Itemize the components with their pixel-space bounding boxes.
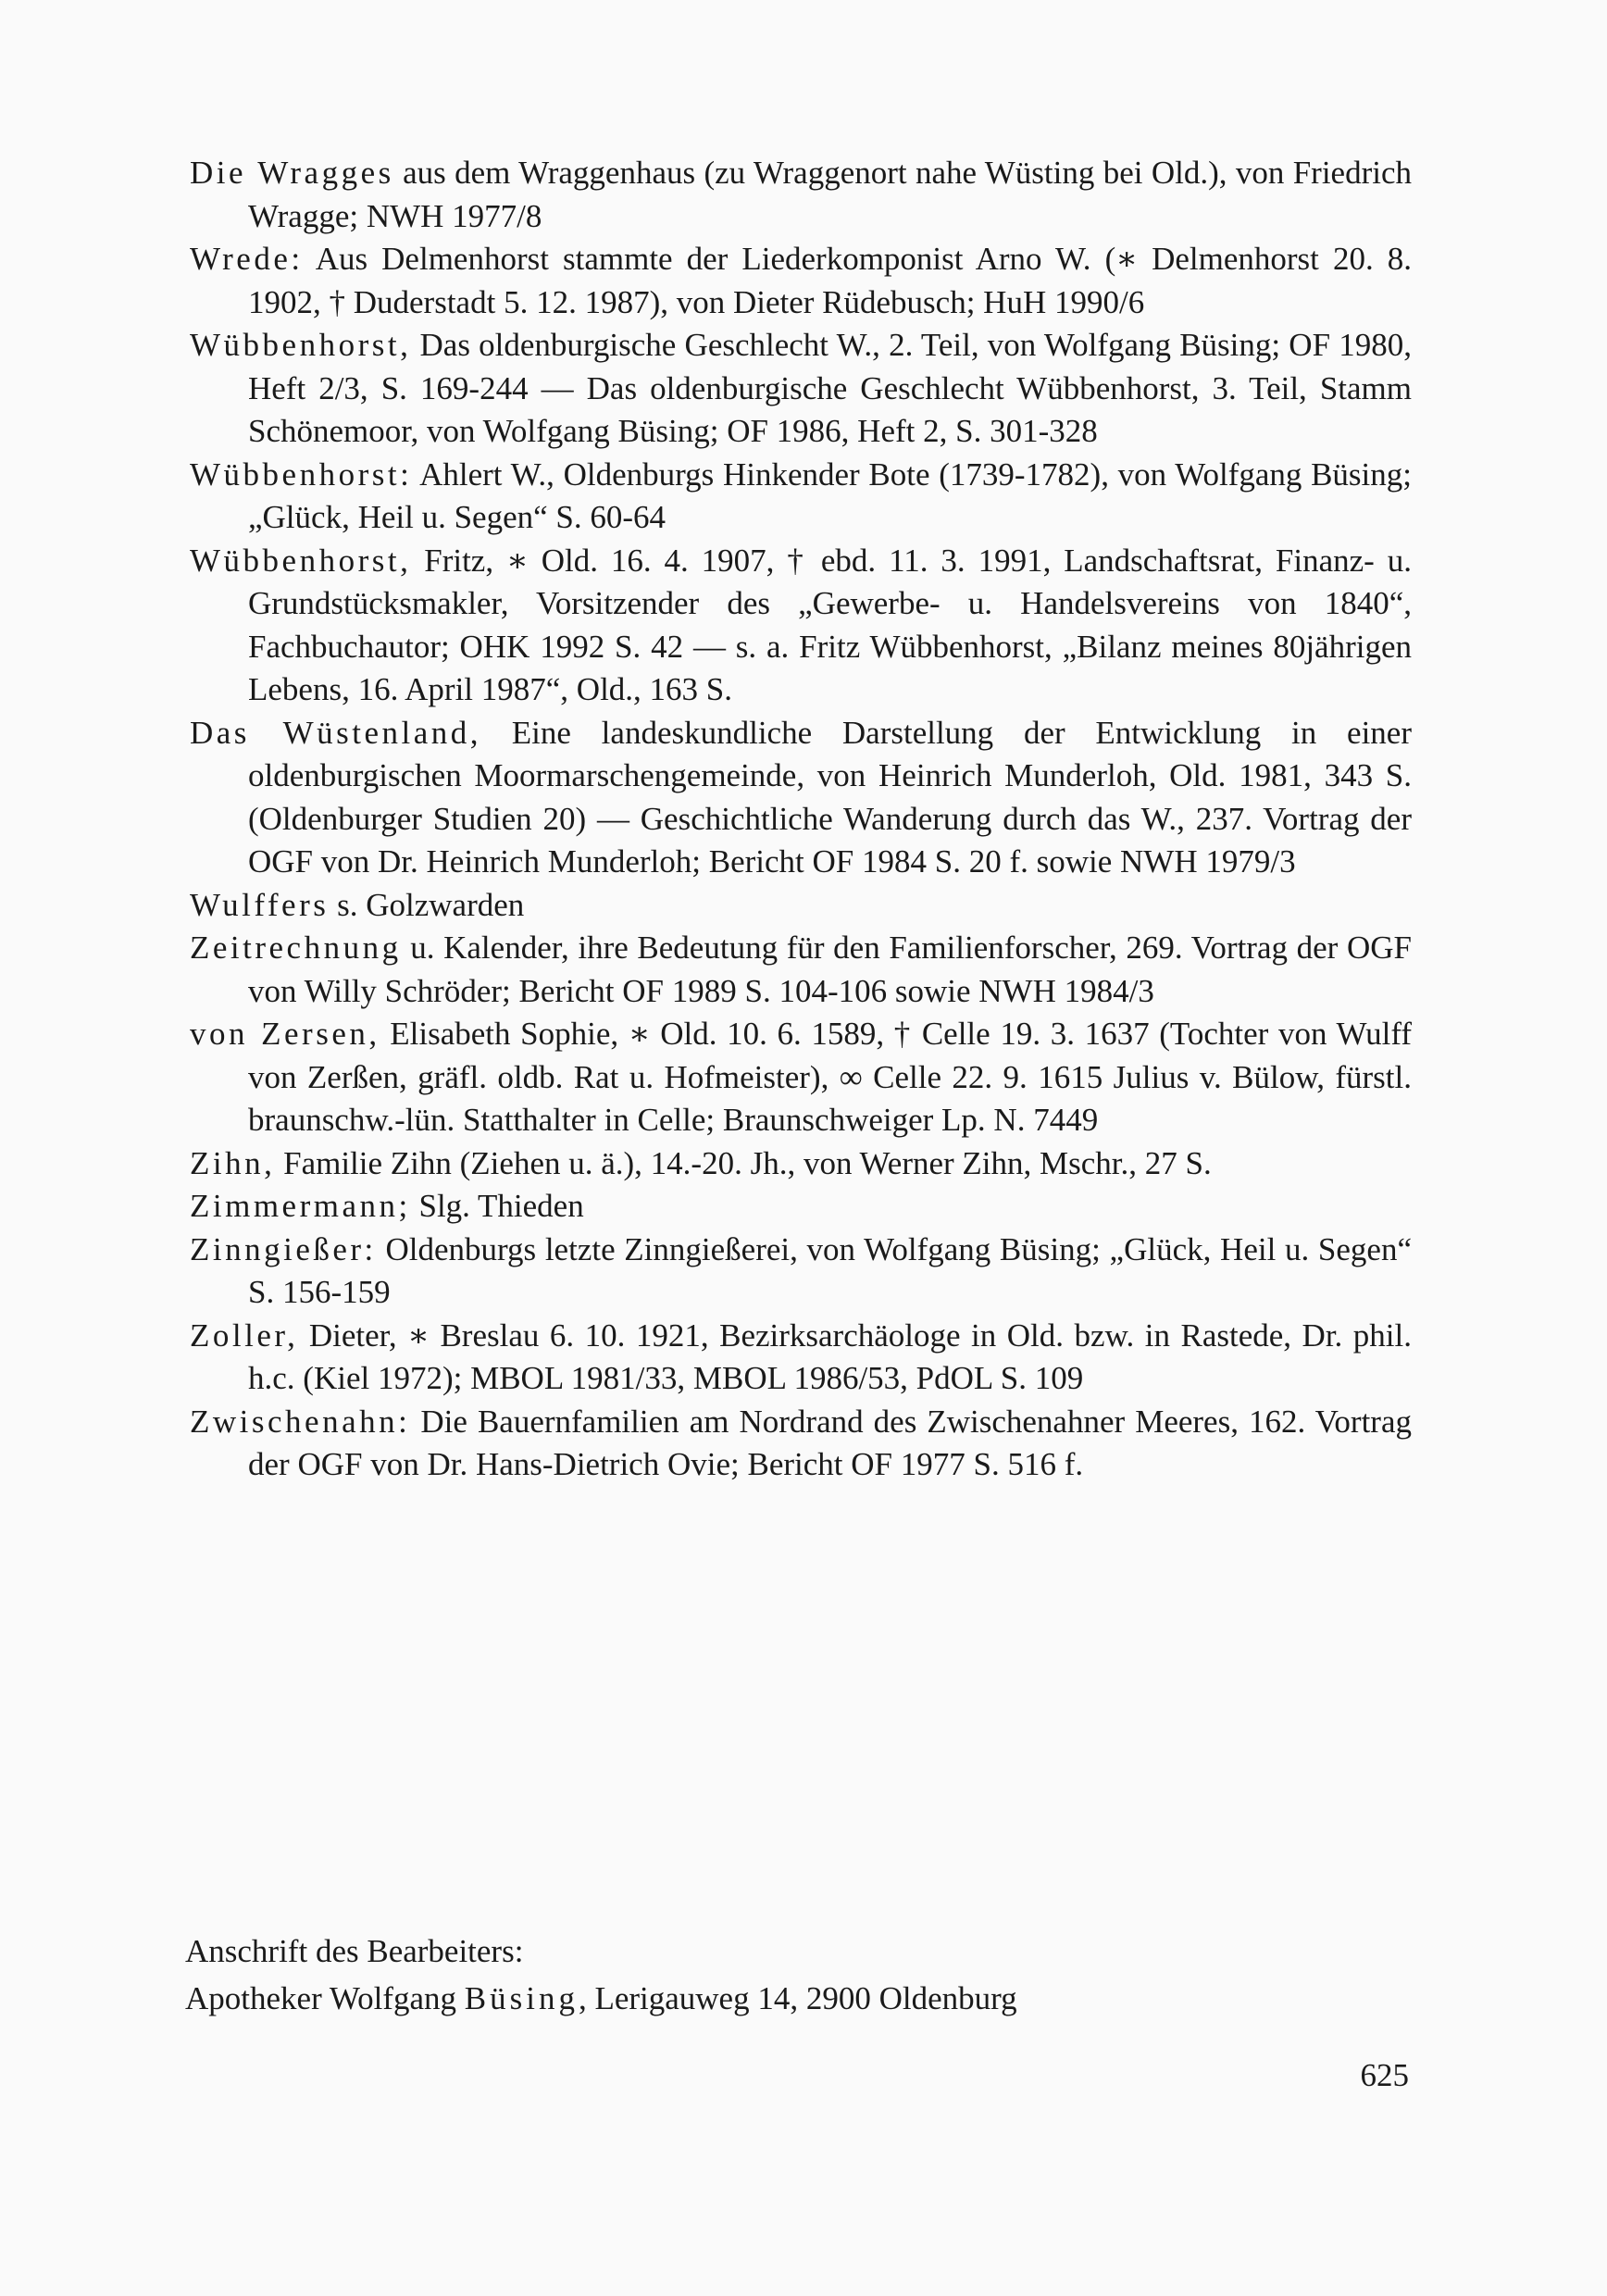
index-entry	[190, 712, 1412, 884]
entry-text: Aus Delmenhorst stammte der Liederkomponist Arno W. (∗ Delmenhorst 20. 8. 1902, † Duderstadt 5. 12. 1987), von Dieter Rüdebusch; HuH 1990/6	[248, 241, 1412, 320]
index-entry	[190, 1401, 1412, 1487]
index-entry	[190, 540, 1412, 712]
entry-head: Wübbenhorst:	[190, 455, 413, 493]
entry-head: Wübbenhorst,	[190, 542, 412, 579]
index-entry	[190, 927, 1412, 1013]
entry-head: von Zersen,	[190, 1016, 380, 1052]
entry-text: Familie Zihn (Ziehen u. ä.), 14.-20. Jh., von Werner Zihn, Mschr., 27 S.	[275, 1144, 1212, 1181]
entry-head: Das Wüstenland,	[190, 714, 481, 751]
address-line	[185, 1975, 1407, 2022]
entry-text: aus dem Wraggenhaus (zu Wraggenort nahe Wüsting bei Old.), von Friedrich Wragge; NWH 1977/8	[248, 155, 1412, 234]
entry-head: Wübbenhorst,	[190, 327, 412, 363]
entry-head: Zoller,	[190, 1316, 299, 1354]
index-entry	[190, 1185, 1412, 1229]
entry-head: Wrede:	[190, 241, 304, 277]
entry-text: Ahlert W., Oldenburgs Hinkender Bote (1739-1782), von Wolfgang Büsing; „Glück, Heil u. Segen“ S. 60-64	[248, 455, 1412, 535]
entry-text: Oldenburgs letzte Zinngießerei, von Wolfgang Büsing; „Glück, Heil u. Segen“ S. 156-159	[248, 1230, 1412, 1310]
index-entry	[190, 1229, 1412, 1315]
entry-head: Zinngießer:	[190, 1230, 377, 1267]
entry-text: Elisabeth Sophie, ∗ Old. 10. 6. 1589, † Celle 19. 3. 1637 (Tochter von Wulff von Zerßen, gräfl. oldb. Rat u. Hofmeister), ∞ Celle 22. 9. 1615 Julius v. Bülow, fürstl. braunschw.-lün. Statthalter in Celle; Braunschweiger Lp. N. 7449	[248, 1016, 1412, 1138]
entry-text: Eine landeskundliche Darstellung der Entwicklung in einer oldenburgischen Moormarschengemeinde, von Heinrich Munderloh, Old. 1981, 343 S. (Oldenburger Studien 20) — Geschichtliche Wanderung durch das W., 237. Vortrag der OGF von Dr. Heinrich Munderloh; Bericht OF 1984 S. 20 f. sowie NWH 1979/3	[248, 714, 1412, 880]
address-label: Anschrift des Bearbeiters:	[185, 1933, 524, 1969]
address-name-prefix: Apotheker Wolfgang	[185, 1980, 465, 2016]
entry-head: Zeitrechnung	[190, 930, 402, 966]
address-name-suffix: , Lerigauweg 14, 2900 Oldenburg	[578, 1980, 1017, 2016]
entry-text: u. Kalender, ihre Bedeutung für den Familienforscher, 269. Vortrag der OGF von Willy Schröder; Bericht OF 1989 S. 104-106 sowie NWH 1984/3	[248, 930, 1412, 1009]
entry-text: Die Bauernfamilien am Nordrand des Zwischenahner Meeres, 162. Vortrag der OGF von Dr. Hans-Dietrich Ovie; Bericht OF 1977 S. 516 f.	[248, 1403, 1412, 1482]
index-entry	[190, 152, 1412, 238]
index-entry	[190, 884, 1412, 928]
page-number: 625	[1360, 2057, 1409, 2093]
entry-text: s. Golzwarden	[329, 886, 525, 923]
entry-head: Wulffers	[190, 886, 330, 923]
entry-head: Die Wragges	[190, 155, 394, 191]
index-entry	[190, 238, 1412, 324]
index-entry	[190, 1142, 1412, 1186]
entry-text: Fritz, ∗ Old. 16. 4. 1907, † ebd. 11. 3. 1991, Landschaftsrat, Finanz- u. Grundstücksmakler, Vorsitzender des „Gewerbe- u. Handelsvereins von 1840“, Fachbuchautor; OHK 1992 S. 42 — s. a. Fritz Wübbenhorst, „Bilanz meines 80jährigen Lebens, 16. April 1987“, Old., 163 S.	[248, 542, 1412, 707]
index-entries	[190, 152, 1412, 1487]
index-entry	[190, 324, 1412, 454]
index-entry	[190, 1013, 1412, 1142]
entry-head: Zwischenahn:	[190, 1403, 411, 1440]
index-entry	[190, 454, 1412, 540]
entry-text: Slg. Thieden	[410, 1188, 584, 1224]
entry-head: Zimmermann;	[190, 1188, 411, 1224]
entry-text: Dieter, ∗ Breslau 6. 10. 1921, Bezirksarchäologe in Old. bzw. in Rastede, Dr. phil. h.c. (Kiel 1972); MBOL 1981/33, MBOL 1986/53, PdOL S. 109	[248, 1316, 1412, 1396]
index-entry	[190, 1315, 1412, 1401]
entry-head: Zihn,	[190, 1144, 276, 1181]
editor-address	[185, 1928, 1407, 2022]
address-name-spaced: Büsing	[464, 1980, 579, 2016]
entry-text: Das oldenburgische Geschlecht W., 2. Teil, von Wolfgang Büsing; OF 1980, Heft 2/3, S. 169-244 — Das oldenburgische Geschlecht Wübbenhorst, 3. Teil, Stamm Schönemoor, von Wolfgang Büsing; OF 1986, Heft 2, S. 301-328	[248, 327, 1412, 449]
